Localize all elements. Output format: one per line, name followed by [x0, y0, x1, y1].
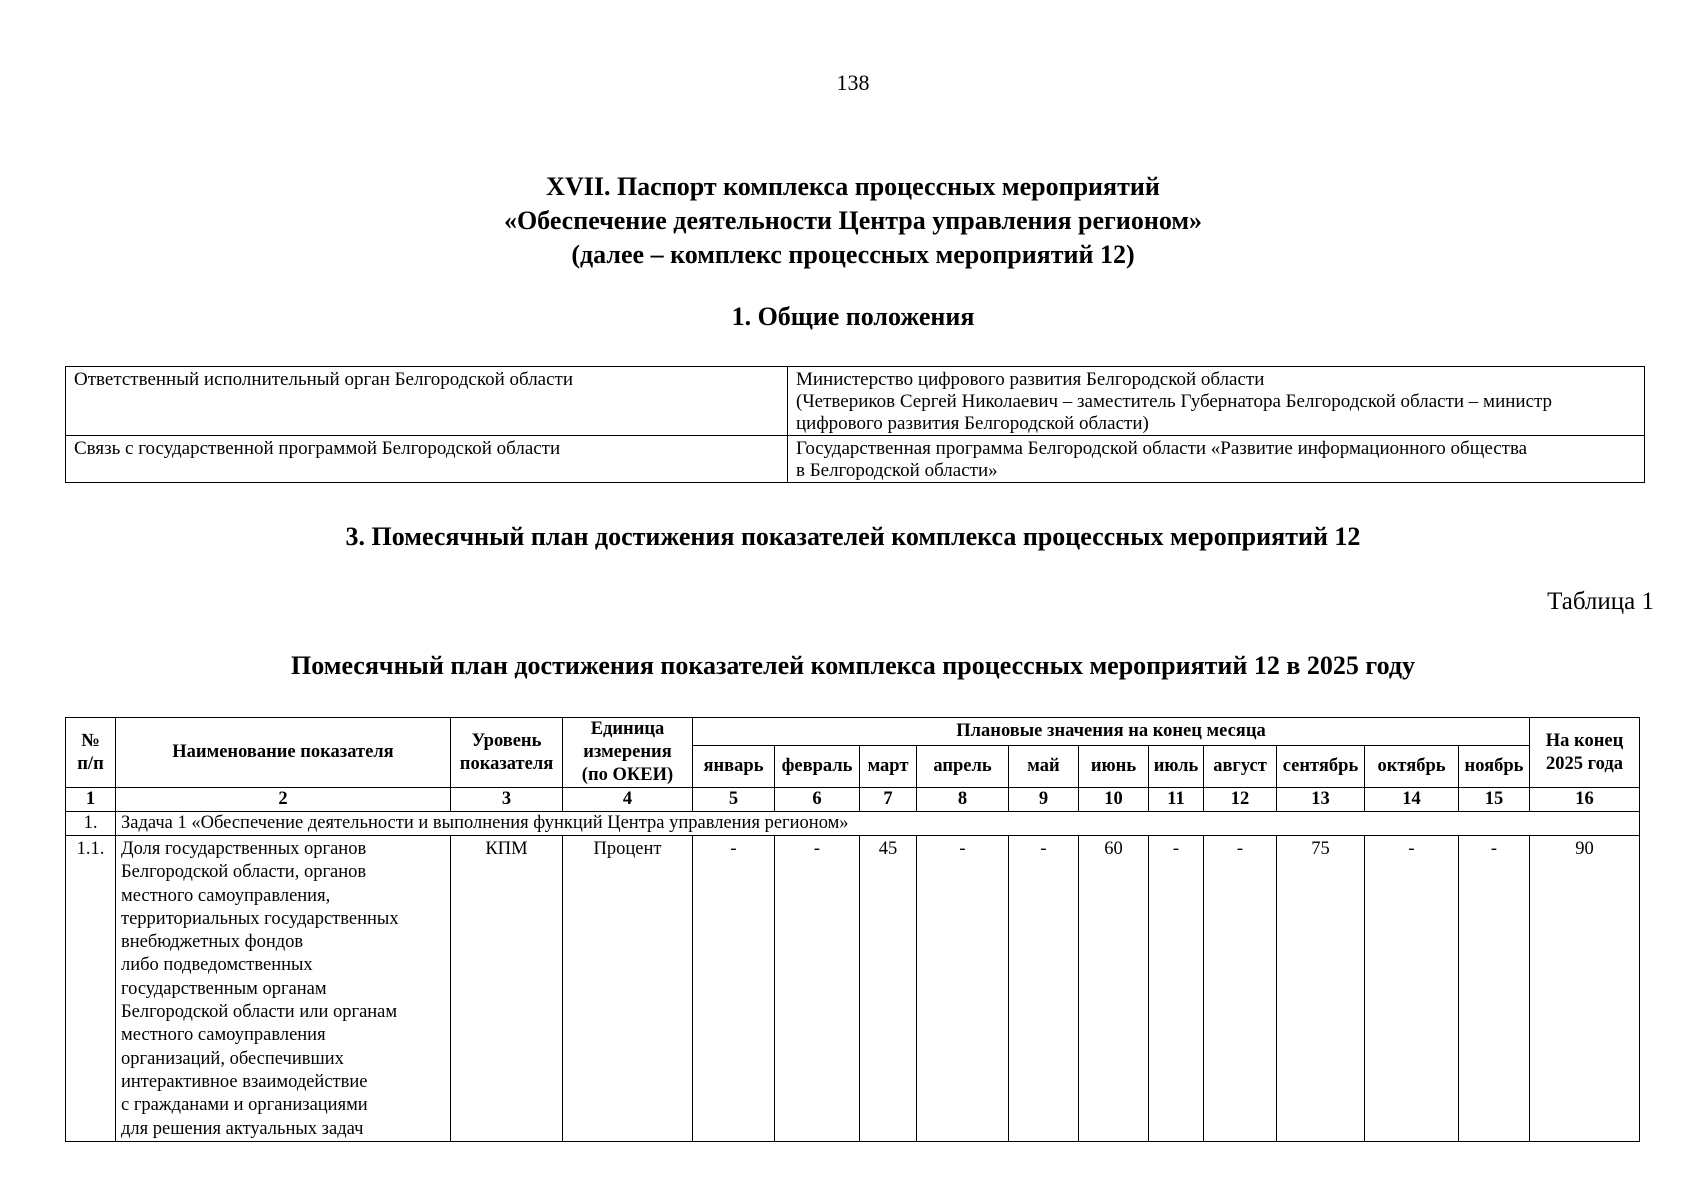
header-number-line: п/п	[77, 753, 104, 774]
indicator-row	[66, 836, 1640, 1142]
indicator-name-line: либо подведомственных	[121, 955, 313, 976]
column-numbers-row	[66, 788, 1640, 812]
header-month: октябрь	[1365, 745, 1459, 787]
header-level	[451, 718, 563, 788]
indicator-value-february: -	[775, 836, 860, 1142]
header-indicator-name: Наименование показателя	[116, 718, 451, 788]
indicator-name-line: внебюджетных фондов	[121, 932, 304, 953]
general-value-line: цифрового развития Белгородской области)	[796, 413, 1149, 434]
indicator-name-line: Белгородской области, органов	[121, 862, 367, 883]
header-unit-line: Единица	[590, 719, 665, 739]
indicator-value-august: -	[1204, 836, 1277, 1142]
indicator-value-october: -	[1365, 836, 1459, 1142]
header-year-end-line: 2025 года	[1546, 753, 1623, 774]
column-number: 9	[1009, 788, 1079, 812]
indicator-unit: Процент	[563, 836, 693, 1142]
document-title	[0, 170, 1706, 272]
indicator-name-line: Белгородской области или органам	[121, 1002, 398, 1023]
header-month: июль	[1149, 745, 1204, 787]
general-value-line: в Белгородской области»	[796, 460, 998, 481]
column-number: 5	[693, 788, 775, 812]
task-text: Задача 1 «Обеспечение деятельности и выполнения функций Центра управления регионом»	[116, 812, 1640, 836]
header-month: ноябрь	[1459, 745, 1530, 787]
column-number: 13	[1277, 788, 1365, 812]
column-number: 7	[860, 788, 917, 812]
monthly-plan-table	[65, 717, 1640, 1142]
general-label-responsible: Ответственный исполнительный орган Белгородской области	[66, 367, 788, 436]
header-unit	[563, 718, 693, 788]
indicator-name-line: для решения актуальных задач	[121, 1118, 364, 1139]
header-month: апрель	[917, 745, 1009, 787]
indicator-value-march: 45	[860, 836, 917, 1142]
indicator-value-may: -	[1009, 836, 1079, 1142]
indicator-value-september: 75	[1277, 836, 1365, 1142]
general-heading: 1. Общие положения	[731, 302, 975, 331]
header-month: сентябрь	[1277, 745, 1365, 787]
general-value-responsible	[788, 367, 1645, 436]
header-month: май	[1009, 745, 1079, 787]
indicator-level: КПМ	[451, 836, 563, 1142]
column-number: 4	[563, 788, 693, 812]
indicator-name-line: территориальных государственных	[121, 908, 399, 929]
task-row	[66, 812, 1640, 836]
header-month: июнь	[1079, 745, 1149, 787]
indicator-name	[116, 836, 451, 1142]
general-row-program	[66, 436, 1645, 483]
indicator-name-line: Доля государственных органов	[121, 839, 367, 859]
header-number	[66, 718, 116, 788]
task-number: 1.	[66, 812, 116, 836]
general-value-program	[788, 436, 1645, 483]
indicator-value-january: -	[693, 836, 775, 1142]
indicator-name-line: организаций, обеспечивших	[121, 1048, 344, 1069]
table-label: Таблица 1	[1547, 588, 1654, 615]
indicator-value-april: -	[917, 836, 1009, 1142]
column-number: 11	[1149, 788, 1204, 812]
title-line-3: (далее – комплекс процессных мероприятий 12)	[571, 240, 1135, 269]
header-unit-line: (по ОКЕИ)	[581, 765, 674, 785]
header-month: февраль	[775, 745, 860, 787]
header-year-end	[1530, 718, 1640, 788]
header-level-line: Уровень	[471, 730, 542, 751]
indicator-name-line: местного самоуправления,	[121, 885, 331, 906]
plan-heading: 3. Помесячный план достижения показателей комплекса процессных мероприятий 12	[345, 522, 1361, 551]
header-year-end-line: На конец	[1545, 730, 1624, 751]
indicator-value-june: 60	[1079, 836, 1149, 1142]
column-number: 1	[66, 788, 116, 812]
column-number: 12	[1204, 788, 1277, 812]
column-number: 8	[917, 788, 1009, 812]
page-number: 138	[836, 70, 870, 95]
header-month: январь	[693, 745, 775, 787]
title-line-1: XVII. Паспорт комплекса процессных мероприятий	[546, 172, 1160, 201]
header-month: август	[1204, 745, 1277, 787]
indicator-number: 1.1.	[66, 836, 116, 1142]
header-level-line: показателя	[459, 753, 554, 774]
indicator-name-line: государственным органам	[121, 978, 327, 999]
indicator-name-line: с гражданами и организациями	[121, 1095, 368, 1116]
header-number-line: №	[81, 730, 100, 751]
column-number: 6	[775, 788, 860, 812]
indicator-value-july: -	[1149, 836, 1204, 1142]
header-month: март	[860, 745, 917, 787]
header-unit-line: измерения	[583, 742, 672, 762]
general-value-line: Министерство цифрового развития Белгородской области	[796, 369, 1265, 390]
table-title: Помесячный план достижения показателей комплекса процессных мероприятий 12 в 2025 году	[291, 651, 1415, 680]
indicator-value-year-end: 90	[1530, 836, 1640, 1142]
indicator-name-line: интерактивное взаимодействие	[121, 1071, 368, 1092]
column-number: 3	[451, 788, 563, 812]
column-number: 2	[116, 788, 451, 812]
header-row-1	[66, 718, 1640, 746]
general-label-program: Связь с государственной программой Белгородской области	[66, 436, 788, 483]
column-number: 10	[1079, 788, 1149, 812]
title-line-2: «Обеспечение деятельности Центра управления регионом»	[503, 206, 1203, 235]
header-planned-values: Плановые значения на конец месяца	[693, 718, 1530, 746]
general-table	[65, 366, 1645, 483]
indicator-value-november: -	[1459, 836, 1530, 1142]
column-number: 16	[1530, 788, 1640, 812]
general-row-responsible	[66, 367, 1645, 436]
column-number: 14	[1365, 788, 1459, 812]
column-number: 15	[1459, 788, 1530, 812]
indicator-name-line: местного самоуправления	[121, 1025, 326, 1046]
general-value-line: Государственная программа Белгородской области «Развитие информационного общества	[796, 438, 1528, 459]
general-value-line: (Четвериков Сергей Николаевич – заместитель Губернатора Белгородской области – министр	[796, 391, 1553, 412]
